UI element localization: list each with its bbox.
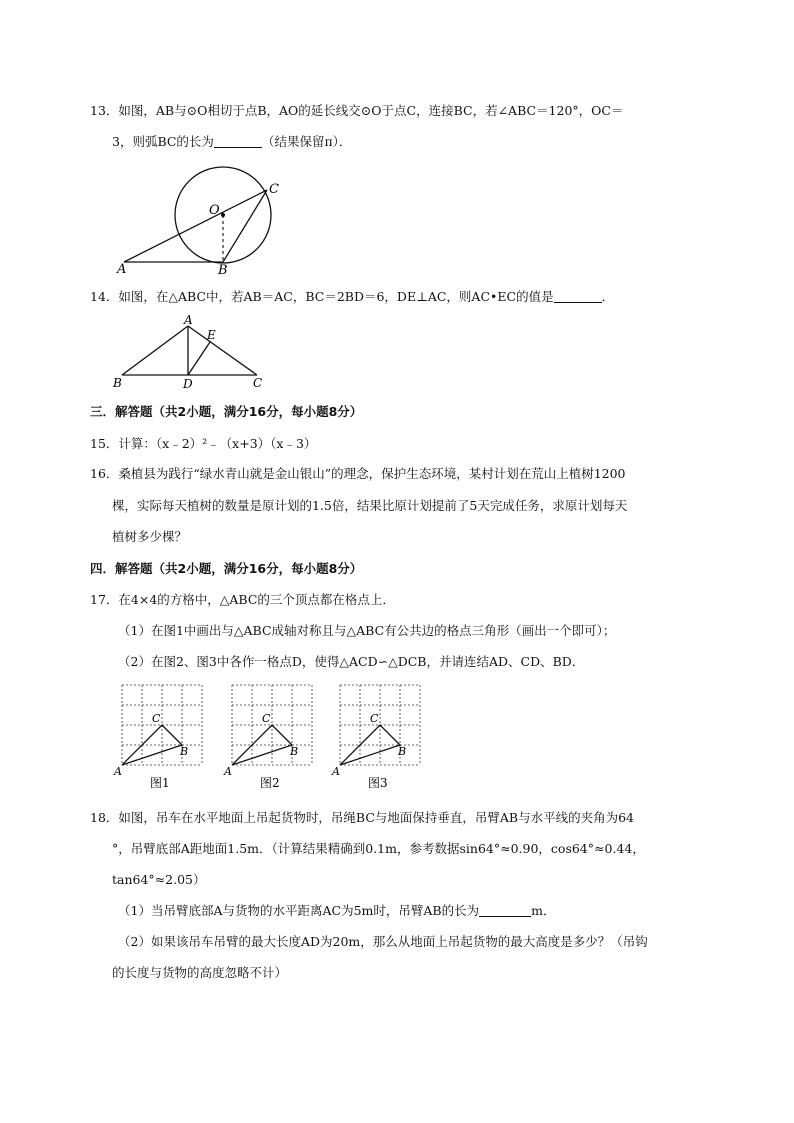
q18-part1 (118, 902, 555, 920)
q14-text: 14．如图，在△ABC中，若AB＝AC，BC＝2BD＝6，DE⊥AC，则AC•EC的值是 (90, 289, 554, 304)
q14-line1 (90, 288, 614, 306)
q18-line2: °，吊臂底部A距地面1.5m．（计算结果精确到0.1m，参考数据sin64°≈0.90，cos64°≈0.44， (112, 841, 645, 856)
q13-line2 (112, 133, 351, 151)
q13-line2-text: 3，则弧BC的长为 (112, 134, 214, 149)
label-b: B (113, 376, 122, 390)
q13-circle-figure (112, 160, 292, 280)
grid1-label-c: C (152, 712, 161, 725)
section4-heading: 四．解答题（共2小题，满分16分，每小题8分） (90, 561, 363, 576)
grid1-label-b: B (180, 745, 189, 758)
q13-answer-blank (214, 135, 262, 148)
q18-part2-line2: 的长度与货物的高度忽略不计） (112, 965, 288, 980)
q18-part1-tail: m． (531, 903, 556, 918)
grid2-label-c: C (262, 712, 271, 725)
grid2-label-b: B (290, 745, 299, 758)
q14-answer-blank (554, 290, 602, 303)
grid3-caption: 图3 (368, 776, 388, 790)
grid3-label-b: B (398, 745, 407, 758)
grid2-label-a: A (224, 765, 232, 778)
q17-part2: （2）在图2、图3中各作一格点D，使得△ACD∽△DCB，并请连结AD、CD、BD． (118, 654, 585, 669)
q14-triangle-figure (110, 312, 270, 392)
label-a: A (117, 262, 127, 277)
q13-line2-tail: （结果保留π）． (261, 134, 352, 149)
label-c: C (253, 376, 263, 390)
grid2-caption: 图2 (260, 776, 280, 790)
label-a: A (184, 313, 193, 327)
q17-line1: 17．在4×4的方格中，△ABC的三个顶点都在格点上． (90, 592, 395, 607)
q18-line1: 18．如图，吊车在水平地面上吊起货物时，吊绳BC与地面保持垂直，吊臂AB与水平线的夹角为64 (90, 810, 635, 825)
segment-de (188, 342, 210, 375)
q16-line2: 棵，实际每天植树的数量是原计划的1.5倍，结果比原计划提前了5天完成任务，求原计划每天 (112, 498, 628, 513)
q18-part2-line1: （2）如果该吊车吊臂的最大长度AD为20m，那么从地面上吊起货物的最大高度是多少？（吊钩 (118, 934, 648, 949)
q17-part1: （1）在图1中画出与△ABC成轴对称且与△ABC有公共边的格点三角形（画出一个即可）； (118, 623, 616, 638)
q18-line3: tan64°≈2.05） (112, 872, 206, 887)
segment-ab (122, 326, 188, 375)
label-o: O (209, 203, 220, 218)
section3-heading: 三．解答题（共2小题，满分16分，每小题8分） (90, 404, 363, 419)
q16-line1: 16．桑植县为践行“绿水青山就是金山银山”的理念，保护生态环境，某村计划在荒山上植树1200 (90, 466, 626, 481)
center-dot (221, 213, 225, 217)
label-d: D (183, 377, 193, 391)
q15-text: 15．计算：（x﹣2）²﹣（x+3）（x﹣3） (90, 436, 317, 451)
q16-line3: 植树多少棵？ (112, 529, 188, 544)
label-c: C (269, 182, 279, 197)
grid1-label-a: A (114, 765, 122, 778)
q13-line1: 13．如图，AB与⊙O相切于点B，AO的延长线交⊙O于点C，连接BC，若∠ABC＝120°，OC＝ (90, 103, 624, 118)
label-e: E (207, 328, 216, 342)
segment-ac (188, 326, 257, 375)
q18-part1-text: （1）当吊臂底部A与货物的水平距离AC为5m时，吊臂AB的长为 (118, 903, 480, 918)
label-b: B (218, 263, 228, 278)
q14-tail: ． (601, 289, 615, 304)
grid1-caption: 图1 (150, 776, 170, 790)
grid3-label-c: C (370, 712, 379, 725)
q18-answer-blank (479, 904, 531, 917)
q17-grid-figures (110, 680, 430, 795)
grid3-label-a: A (332, 765, 340, 778)
